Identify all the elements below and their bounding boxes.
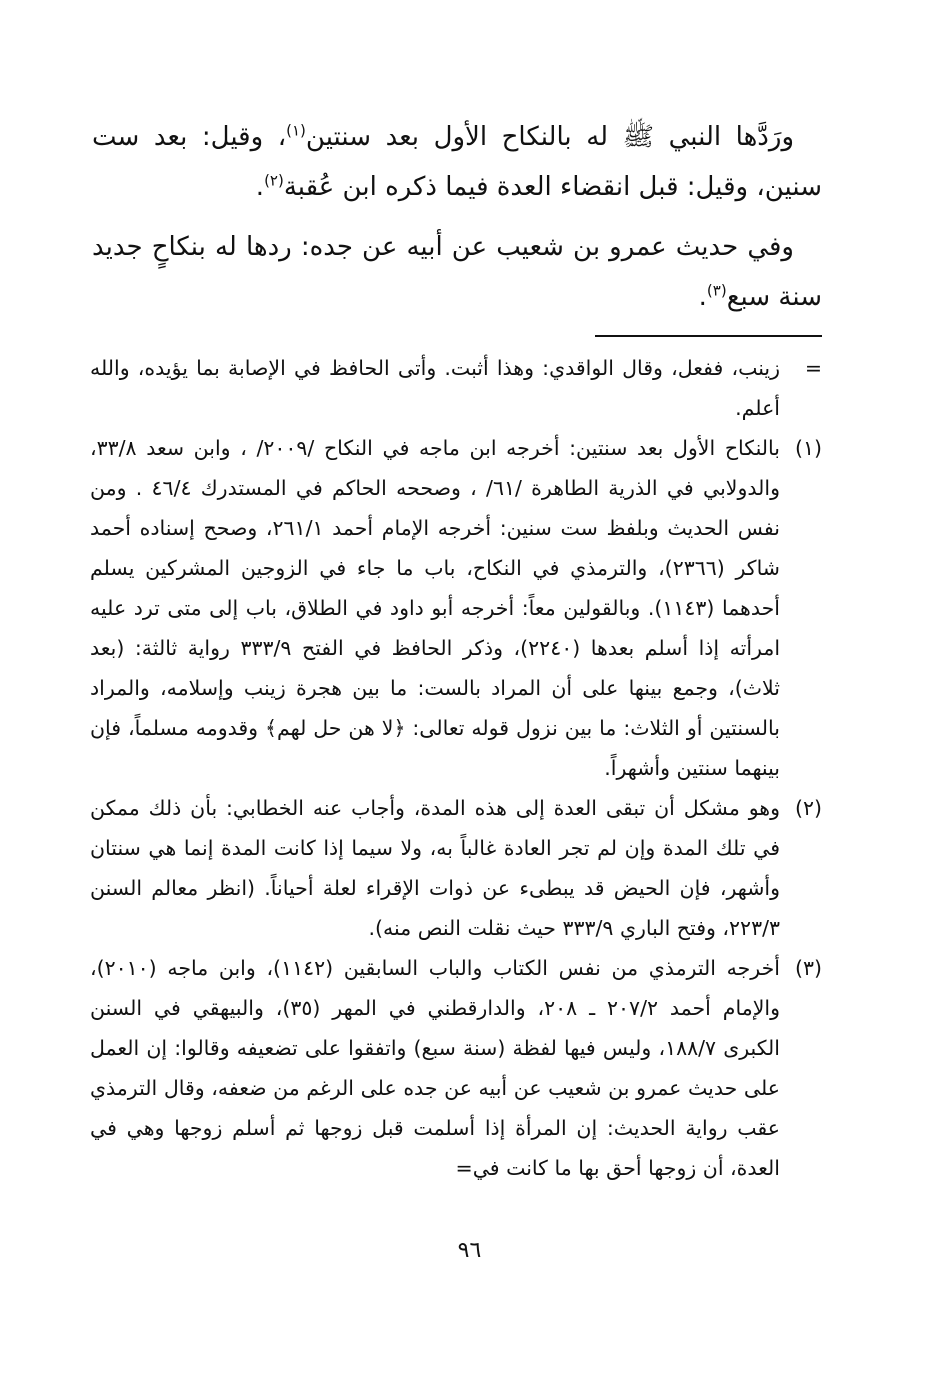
footnote-marker: (٢) <box>794 796 822 820</box>
footnote-1 <box>90 428 822 788</box>
footnote-ref-3[interactable]: (٣) <box>706 281 727 300</box>
footnote-3 <box>90 948 822 1188</box>
main-paragraph-2 <box>92 222 822 322</box>
footnote-text: بالنكاح الأول بعد سنتين: أخرجه ابن ماجه في النكاح /٢٠٠٩/ ، وابن سعد ٣٣/٨، والدولابي في الذرية الطاهرة /٦١/ ، وصححه الحاكم في المستدرك ٤٦/٤ . ومن نفس الحديث وبلفظ ست سنين: أخرجه الإمام أحمد ٢٦١/١، وصحح إسناده أحمد شاكر (٢٣٦٦)، والترمذي في النكاح، باب ما جاء في الزوجين المشركين يسلم أحدهما (١١٤٣). وبالقولين معاً: أخرجه أبو داود في الطلاق، باب إلى متى ترد عليه امرأته إذا أسلم بعدها (٢٢٤٠)، وذكر الحافظ في الفتح ٣٣٣/٩ رواية ثالثة: (بعد ثلاث)، وجمع بينها على أن المراد بالست: ما بين هجرة زينب وإسلامه، والمراد بالسنتين أو الثلاث: ما بين نزول قوله تعالى: ﴿لا هن حل لهم﴾ وقدومه مسلماً، فإن بينهما سنتين وأشهراً. <box>90 436 781 780</box>
paragraph-text: ورَدَّها النبي ﷺ له بالنكاح الأول بعد سنتين <box>305 122 794 152</box>
paragraph-text: ، وقيل: بعد ست سنين، وقيل: قبل انقضاء العدة فيما ذكره ابن عُقبة <box>92 122 822 202</box>
main-paragraph-1 <box>92 112 822 212</box>
footnote-ref-2[interactable]: (٢) <box>264 171 284 190</box>
footnote-2 <box>90 788 822 948</box>
footnote-marker: (٣) <box>794 956 822 980</box>
footnote-marker: = <box>804 356 822 380</box>
paragraph-text: وفي حديث عمرو بن شعيب عن أبيه عن جده: ردها له بنكاحٍ جديد سنة سبع <box>92 232 822 312</box>
footnote-ref-1[interactable]: (١) <box>286 121 306 140</box>
footnote-text: وهو مشكل أن تبقى العدة إلى هذه المدة، وأجاب عنه الخطابي: بأن ذلك ممكن في تلك المدة وإن لم تجر العادة غالباً به، ولا سيما إذا كانت المدة إنما هي سنتان وأشهر، فإن الحيض قد يبطىء عن ذوات الإقراء لعلة أحياناً. (انظر معالم السنن ٢٢٣/٣، وفتح الباري ٣٣٣/٩ حيث نقلت النص منه). <box>90 796 780 940</box>
footnotes-section <box>90 348 822 1188</box>
paragraph-period: . <box>255 172 265 202</box>
paragraph-period: . <box>698 282 707 312</box>
footnote-text: أخرجه الترمذي من نفس الكتاب والباب السابقين (١١٤٢)، وابن ماجه (٢٠١٠)، والإمام أحمد ٢٠٧/٢ ـ ٢٠٨، والدارقطني في المهر (٣٥)، والبيهقي في السنن الكبرى ١٨٨/٧، وليس فيها لفظة (سنة سبع) واتفقوا على تضعيفه وقالوا: إن العمل على حديث عمرو بن شعيب عن أبيه عن جده على الرغم من ضعفه، وقال الترمذي عقب رواية الحديث: إن المرأة إذا أسلمت قبل زوجها ثم أسلم زوجها وهي في العدة، أن زوجها أحق بها ما كانت في= <box>90 956 780 1180</box>
main-body-text <box>92 112 822 332</box>
footnote-separator-rule <box>595 335 822 337</box>
footnote-marker: (١) <box>794 436 822 460</box>
page-number: ٩٦ <box>457 1238 482 1263</box>
footnote-text: زينب، ففعل، وقال الواقدي: وهذا أثبت. وأتى الحافظ في الإصابة بما يؤيده، والله أعلم. <box>90 356 780 420</box>
footnote-continuation <box>90 348 822 428</box>
